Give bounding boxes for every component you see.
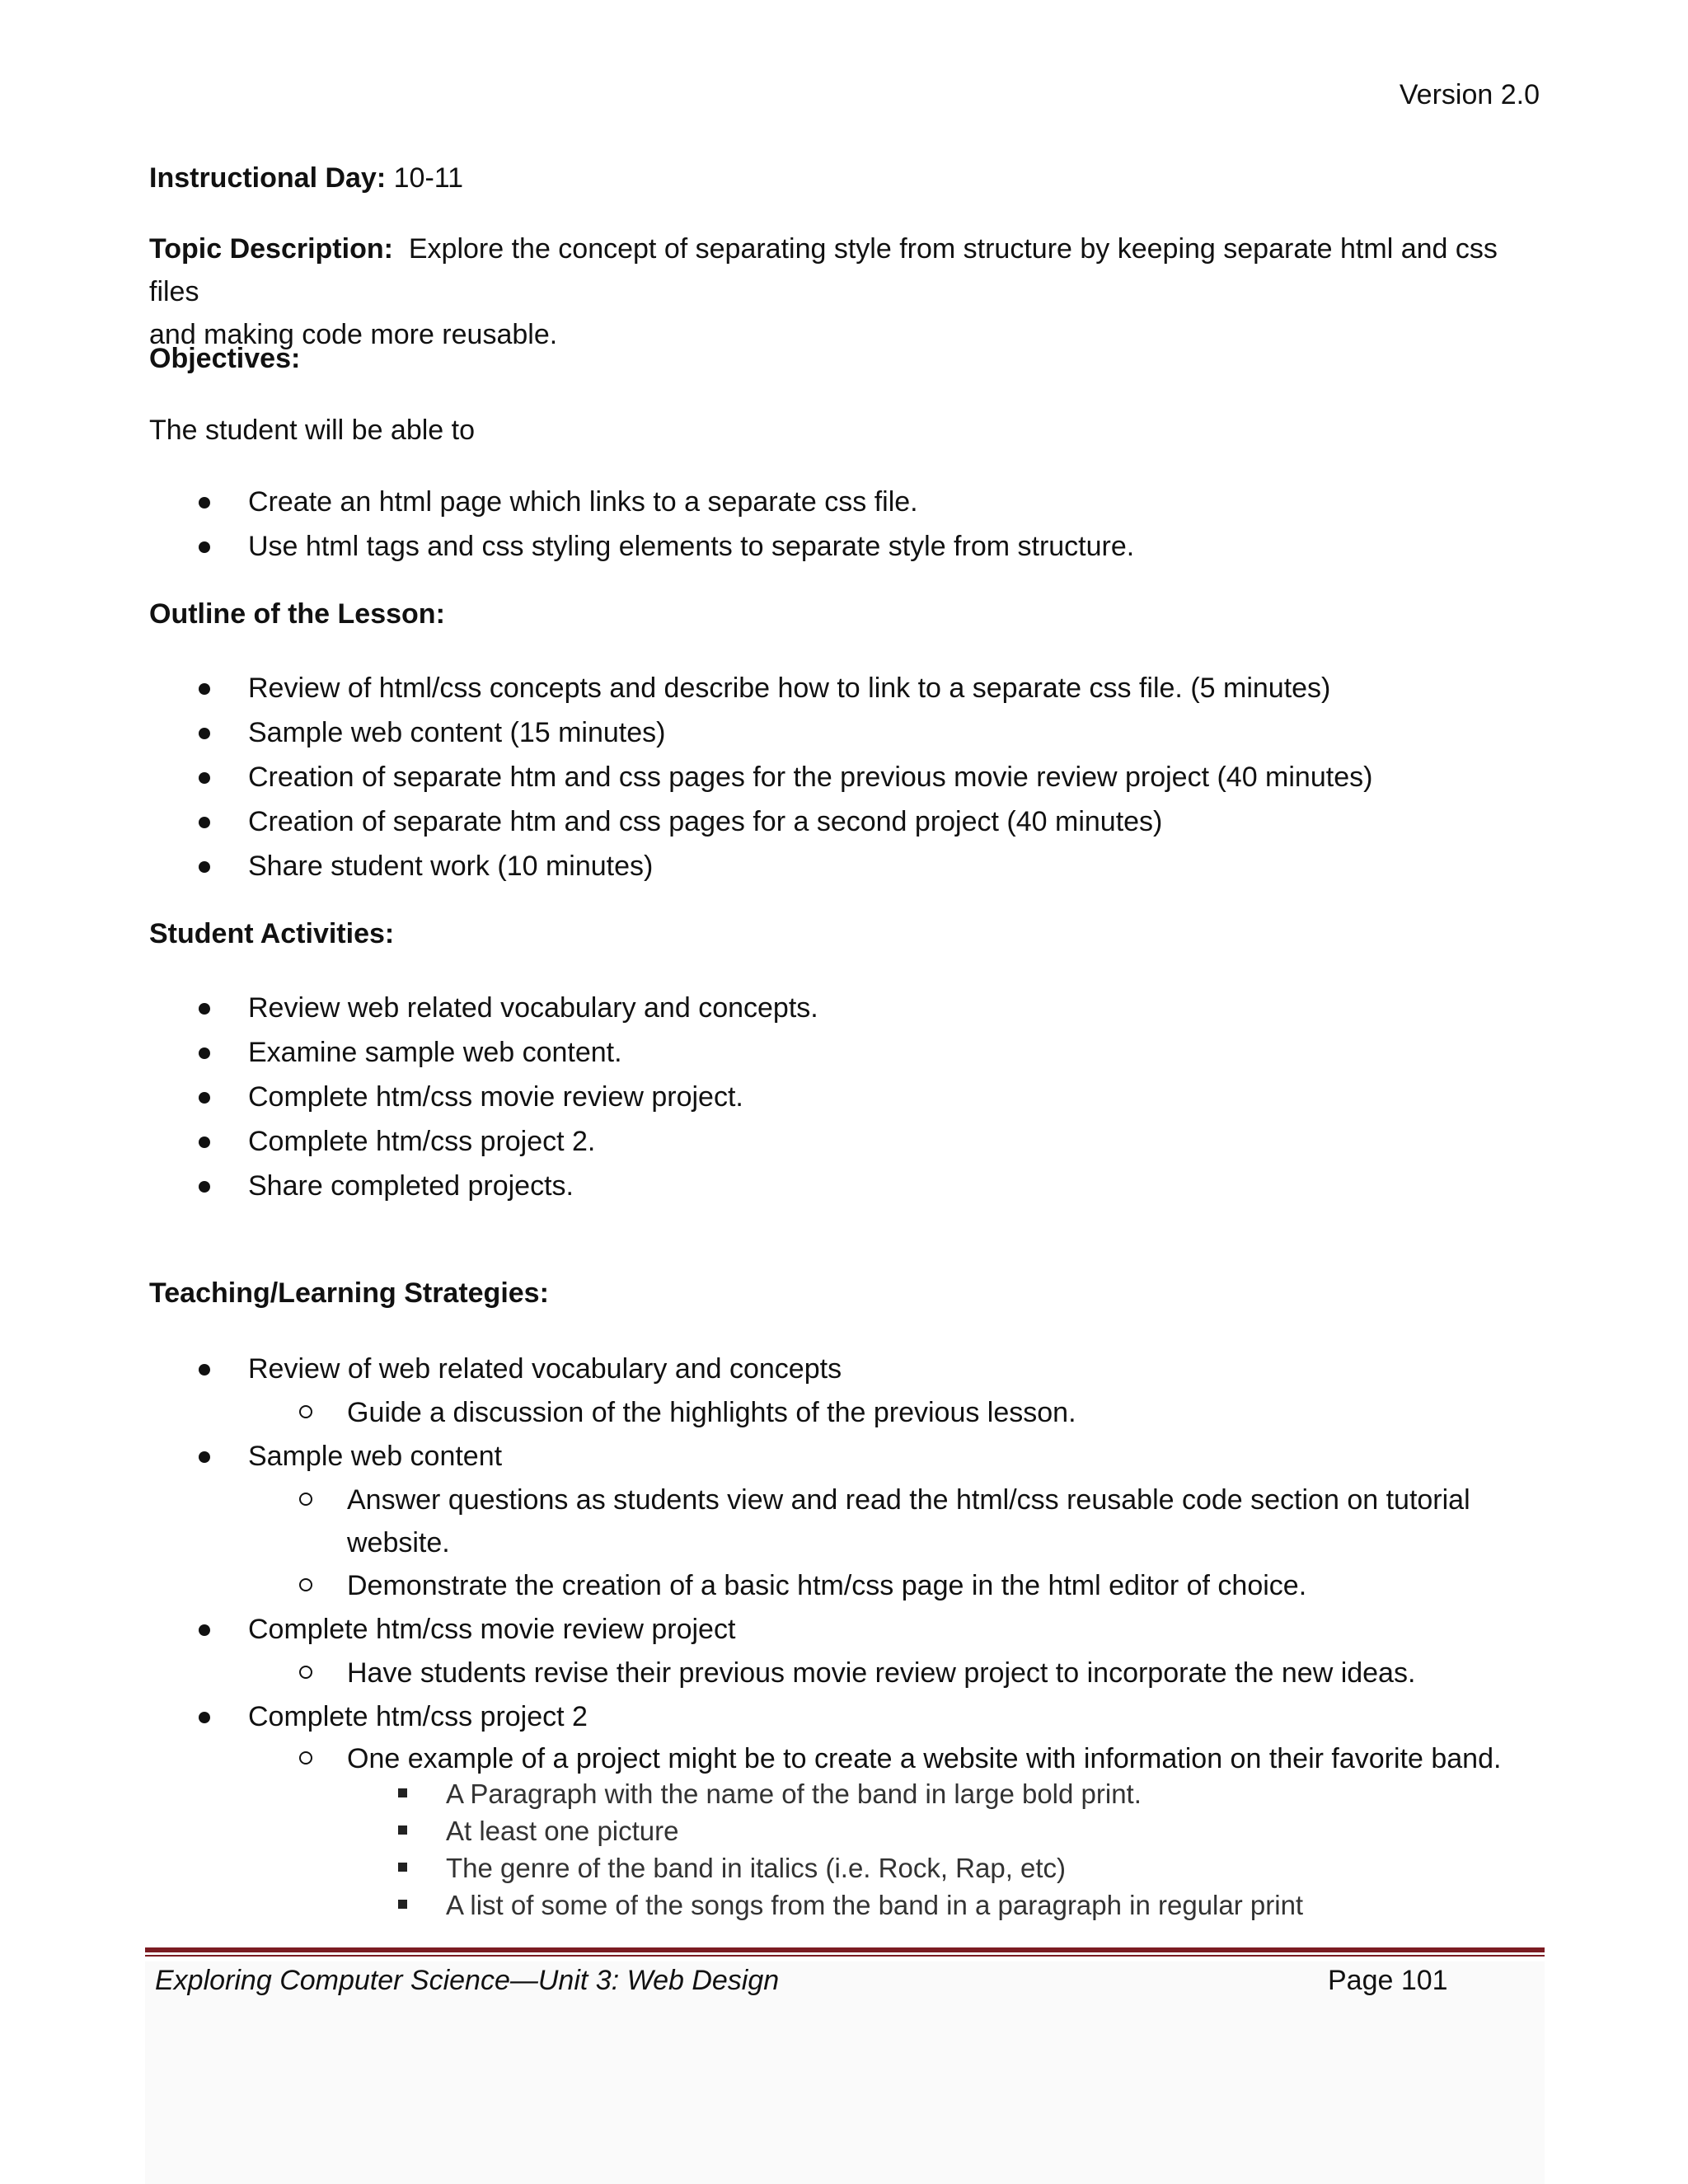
activities-heading: Student Activities:: [149, 918, 395, 949]
circle-bullet-icon: [299, 1578, 312, 1591]
bullet-icon: [199, 1364, 210, 1376]
strategies-list-2: [0, 1434, 502, 1479]
topic-label: Topic Description:: [149, 233, 393, 265]
outline-list: [0, 666, 1372, 888]
bullet-icon: [199, 1624, 210, 1636]
bullet-icon: [199, 683, 210, 695]
list-item: Use html tags and css styling elements to separate style from structure.: [0, 524, 1134, 569]
strategies-heading: Teaching/Learning Strategies:: [149, 1277, 549, 1309]
topic-line-2: and making code more reusable.: [149, 319, 558, 350]
list-item: Creation of separate htm and css pages for a second project (40 minutes): [0, 799, 1372, 844]
strategies-list-3: [0, 1607, 735, 1652]
bullet-icon: [199, 497, 210, 509]
circle-bullet-icon: [299, 1493, 312, 1506]
list-item: Complete htm/css project 2: [0, 1694, 588, 1739]
version-label: Version 2.0: [1399, 79, 1540, 110]
topic-description: [149, 227, 1542, 356]
list-item: Share completed projects.: [0, 1164, 818, 1208]
bullet-icon: [199, 541, 210, 553]
strategies-sub-3: [0, 1652, 1688, 1694]
list-item: Creation of separate htm and css pages for the previous movie review project (40 minutes): [0, 755, 1372, 799]
bullet-icon: [199, 1092, 210, 1104]
activities-list: [0, 986, 818, 1208]
objectives-list: [0, 480, 1134, 569]
square-bullet-icon: [398, 1863, 407, 1872]
bullet-icon: [199, 817, 210, 828]
list-item: Share student work (10 minutes): [0, 844, 1372, 888]
sub-item-continued: website.: [347, 1527, 450, 1558]
bullet-icon: [199, 861, 210, 873]
page-number: Page 101: [1328, 1965, 1448, 1996]
list-item: At least one picture: [0, 1812, 1688, 1849]
strategies-list: [0, 1347, 842, 1391]
strategies-sub-1: [0, 1391, 1688, 1434]
bullet-icon: [199, 1003, 210, 1015]
bullet-icon: [199, 1047, 210, 1059]
bullet-icon: [199, 1181, 210, 1193]
band-list: [0, 1775, 1688, 1924]
list-item: Review web related vocabulary and concepts.: [0, 986, 818, 1030]
objectives-heading: Objectives:: [149, 343, 301, 374]
outline-heading: Outline of the Lesson:: [149, 598, 445, 630]
instructional-day-label: Instructional Day:: [149, 162, 387, 194]
list-item: Create an html page which links to a separate css file.: [0, 480, 1134, 524]
sub-item: One example of a project might be to create a website with information on their favorite band.: [0, 1737, 1688, 1780]
sub-item: Guide a discussion of the highlights of the previous lesson.: [0, 1391, 1688, 1434]
strategies-sub-4: [0, 1737, 1688, 1780]
list-item: Sample web content: [0, 1434, 502, 1479]
square-bullet-icon: [398, 1825, 407, 1835]
sub-item: Answer questions as students view and read the html/css reusable code section on tutorial: [0, 1479, 1688, 1521]
circle-bullet-icon: [299, 1751, 312, 1765]
list-item: The genre of the band in italics (i.e. Rock, Rap, etc): [0, 1849, 1688, 1886]
sub-item: Demonstrate the creation of a basic htm/css page in the html editor of choice.: [0, 1564, 1688, 1607]
list-item: Examine sample web content.: [0, 1030, 818, 1075]
circle-bullet-icon: [299, 1666, 312, 1679]
bullet-icon: [199, 1137, 210, 1148]
circle-bullet-icon: [299, 1405, 312, 1418]
square-bullet-icon: [398, 1900, 407, 1909]
list-item: Complete htm/css movie review project: [0, 1607, 735, 1652]
sub-item: Have students revise their previous movie review project to incorporate the new ideas.: [0, 1652, 1688, 1694]
list-item: A list of some of the songs from the band in a paragraph in regular print: [0, 1886, 1688, 1924]
list-item: A Paragraph with the name of the band in large bold print.: [0, 1775, 1688, 1812]
strategies-list-4: [0, 1694, 588, 1739]
list-item: Review of html/css concepts and describe how to link to a separate css file. (5 minutes): [0, 666, 1372, 710]
footer-rule-thin: [145, 1955, 1545, 1957]
footer-title: Exploring Computer Science—Unit 3: Web Design: [155, 1965, 780, 1996]
bullet-icon: [199, 728, 210, 739]
objectives-intro: The student will be able to: [149, 415, 476, 446]
bullet-icon: [199, 772, 210, 784]
strategies-sub-2: [0, 1479, 1688, 1607]
instructional-day: [149, 157, 1542, 199]
list-item: Sample web content (15 minutes): [0, 710, 1372, 755]
instructional-day-value: 10-11: [393, 162, 464, 194]
bullet-icon: [199, 1712, 210, 1723]
square-bullet-icon: [398, 1788, 407, 1797]
bullet-icon: [199, 1451, 210, 1463]
list-item: Review of web related vocabulary and concepts: [0, 1347, 842, 1391]
topic-line-1: Explore the concept of separating style from structure by keeping separate html and css files: [149, 233, 1498, 307]
list-item: Complete htm/css movie review project.: [0, 1075, 818, 1119]
footer-rule: [145, 1947, 1545, 1952]
list-item: Complete htm/css project 2.: [0, 1119, 818, 1164]
